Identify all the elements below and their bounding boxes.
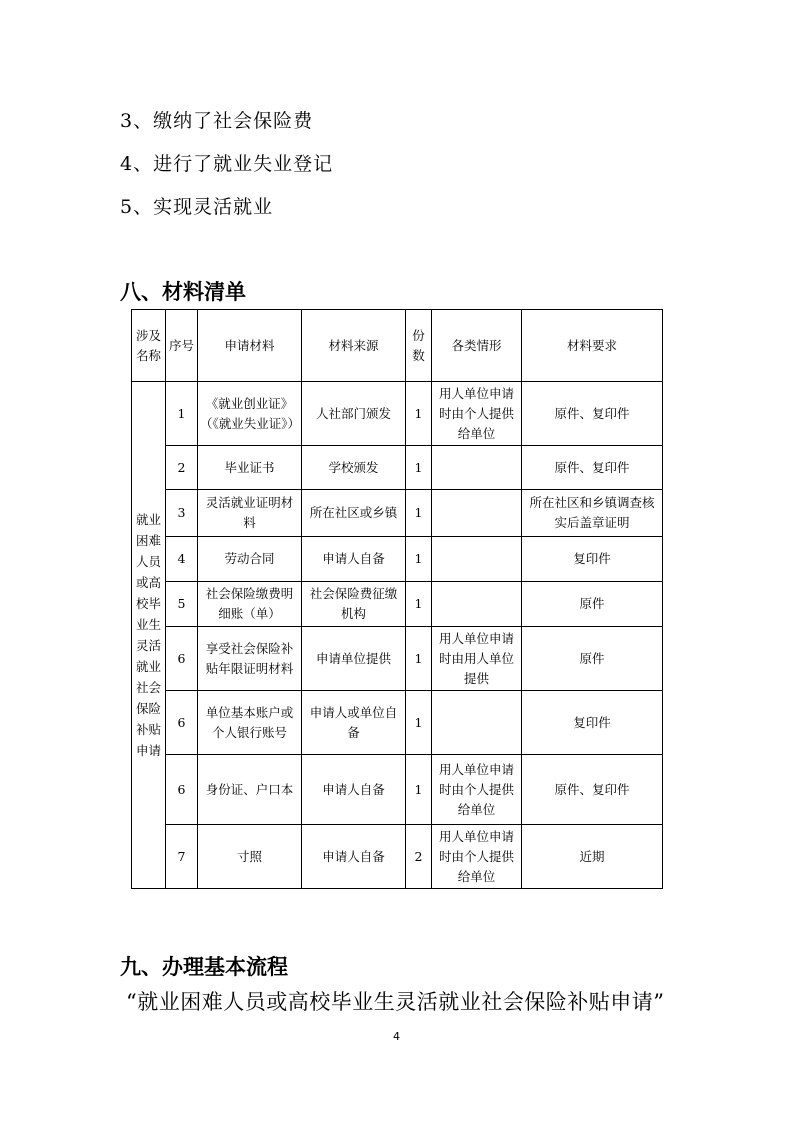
row-requirement: 原件、复印件 bbox=[522, 755, 663, 825]
table-header-row bbox=[132, 310, 663, 382]
row-number: 4 bbox=[166, 537, 198, 582]
row-copies: 2 bbox=[406, 825, 432, 889]
row-number: 1 bbox=[166, 382, 198, 446]
header-number: 序号 bbox=[166, 310, 198, 382]
row-requirement: 复印件 bbox=[522, 537, 663, 582]
row-material: 社会保险缴费明细账（单） bbox=[198, 582, 302, 627]
row-source: 申请人自备 bbox=[302, 755, 406, 825]
condition-3: 3、缴纳了社会保险费 bbox=[120, 110, 314, 132]
row-source: 人社部门颁发 bbox=[302, 382, 406, 446]
row-situation: 用人单位申请时由用人单位提供 bbox=[432, 627, 522, 691]
section-9-title: 九、办理基本流程 bbox=[120, 955, 288, 979]
row-copies: 1 bbox=[406, 382, 432, 446]
row-situation bbox=[432, 490, 522, 537]
row-material: 享受社会保险补贴年限证明材料 bbox=[198, 627, 302, 691]
table-row bbox=[132, 582, 663, 627]
row-material: 毕业证书 bbox=[198, 446, 302, 490]
row-material: 身份证、户口本 bbox=[198, 755, 302, 825]
row-situation bbox=[432, 537, 522, 582]
row-source: 学校颁发 bbox=[302, 446, 406, 490]
row-requirement: 原件、复印件 bbox=[522, 382, 663, 446]
row-source: 申请人自备 bbox=[302, 825, 406, 889]
row-source: 社会保险费征缴机构 bbox=[302, 582, 406, 627]
row-number: 6 bbox=[166, 691, 198, 755]
row-number: 2 bbox=[166, 446, 198, 490]
header-material: 申请材料 bbox=[198, 310, 302, 382]
row-copies: 1 bbox=[406, 627, 432, 691]
row-requirement: 原件、复印件 bbox=[522, 446, 663, 490]
page-number: 4 bbox=[393, 1030, 400, 1043]
row-material: 寸照 bbox=[198, 825, 302, 889]
table-row bbox=[132, 691, 663, 755]
header-copies: 份数 bbox=[406, 310, 432, 382]
header-requirement: 材料要求 bbox=[522, 310, 663, 382]
row-situation bbox=[432, 582, 522, 627]
row-requirement: 原件 bbox=[522, 582, 663, 627]
row-copies: 1 bbox=[406, 691, 432, 755]
table-row bbox=[132, 755, 663, 825]
row-material: 单位基本账户或个人银行账号 bbox=[198, 691, 302, 755]
row-source: 申请单位提供 bbox=[302, 627, 406, 691]
row-material: 《就业创业证》（《就业失业证》） bbox=[198, 382, 302, 446]
row-situation bbox=[432, 691, 522, 755]
materials-table bbox=[131, 309, 663, 889]
row-number: 6 bbox=[166, 755, 198, 825]
row-situation bbox=[432, 446, 522, 490]
row-copies: 1 bbox=[406, 537, 432, 582]
table-row bbox=[132, 627, 663, 691]
row-number: 7 bbox=[166, 825, 198, 889]
category-cell: 就业困难人员或高校毕业生灵活就业社会保险补贴申请 bbox=[132, 382, 166, 889]
table-row bbox=[132, 382, 663, 446]
row-situation: 用人单位申请时由个人提供给单位 bbox=[432, 382, 522, 446]
row-source: 申请人自备 bbox=[302, 537, 406, 582]
row-situation: 用人单位申请时由个人提供给单位 bbox=[432, 825, 522, 889]
table-row bbox=[132, 825, 663, 889]
row-requirement: 复印件 bbox=[522, 691, 663, 755]
condition-4: 4、进行了就业失业登记 bbox=[120, 153, 334, 175]
row-source: 申请人或单位自备 bbox=[302, 691, 406, 755]
row-copies: 1 bbox=[406, 446, 432, 490]
header-category: 涉及名称 bbox=[132, 310, 166, 382]
row-requirement: 所在社区和乡镇调查核实后盖章证明 bbox=[522, 490, 663, 537]
row-situation: 用人单位申请时由个人提供给单位 bbox=[432, 755, 522, 825]
row-material: 灵活就业证明材料 bbox=[198, 490, 302, 537]
header-situation: 各类情形 bbox=[432, 310, 522, 382]
row-requirement: 近期 bbox=[522, 825, 663, 889]
section-8-title: 八、材料清单 bbox=[120, 280, 246, 304]
header-source: 材料来源 bbox=[302, 310, 406, 382]
row-number: 6 bbox=[166, 627, 198, 691]
row-number: 5 bbox=[166, 582, 198, 627]
condition-5: 5、实现灵活就业 bbox=[120, 196, 274, 218]
row-requirement: 原件 bbox=[522, 627, 663, 691]
table-row bbox=[132, 446, 663, 490]
row-copies: 1 bbox=[406, 490, 432, 537]
row-source: 所在社区或乡镇 bbox=[302, 490, 406, 537]
row-copies: 1 bbox=[406, 755, 432, 825]
table-row bbox=[132, 537, 663, 582]
process-quote: “就业困难人员或高校毕业生灵活就业社会保险补贴申请” bbox=[126, 990, 665, 1014]
table-row bbox=[132, 490, 663, 537]
row-copies: 1 bbox=[406, 582, 432, 627]
row-number: 3 bbox=[166, 490, 198, 537]
row-material: 劳动合同 bbox=[198, 537, 302, 582]
